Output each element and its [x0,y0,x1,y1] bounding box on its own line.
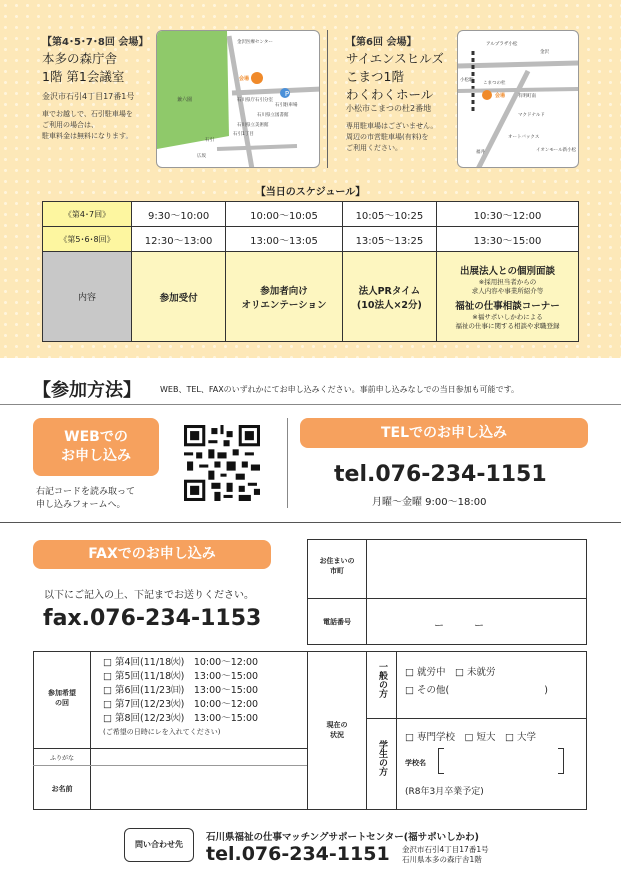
web-tel-divider [287,418,288,508]
form-vline-2 [90,651,91,810]
session-option-6[interactable]: □ 第6回(11/23㈰) 13:00〜15:00 [103,685,259,696]
method-desc: WEB、TEL、FAXのいずれかにてお申し込みください。事前申し込みなしでの当日参加も可能です。 [160,385,520,394]
content-c4b: ※採用担当者からの [478,278,537,286]
schedule-cell: 9:30〜10:00 [132,202,226,227]
form-vline-3 [366,651,367,810]
tel-apply-button[interactable]: TELでのお申し込み [300,418,588,448]
school-bracket-left [438,748,444,774]
schedule-cell: 10:05〜10:25 [342,202,436,227]
web-note-2: 申し込みフォームへ。 [36,500,126,510]
schedule-content-row [43,252,579,342]
general-options-1[interactable]: □ 就労中 □ 未就労 [405,667,496,678]
map2-label-0: アルプラザ小松 [486,42,518,47]
map1-label-0: 金沢医療センター [237,40,273,45]
session-option-8[interactable]: □ 第8回(12/23㈫) 13:00〜15:00 [103,713,259,724]
map2-label-4: 小松駅 [460,78,474,83]
venue2-heading: 【第6回 会場】 [346,37,417,48]
form-hline [307,598,587,599]
method-divider [0,404,621,405]
furigana-field[interactable] [92,750,307,764]
venue2-map [457,30,579,168]
venue2-map-graphic [458,31,579,168]
address-label: お住まいの 市町 [319,557,355,575]
content-c4d: 福祉の仕事相談コーナー [455,301,560,312]
map1-label-6: 石川県立美術館 [237,123,269,128]
venue1-note-1: 車でお越しで、石引駐車場を [42,110,133,118]
venue1-map-graphic [157,31,320,168]
map2-label-7: オートバックス [508,135,540,140]
content-c4a: 出展法人との個別面談 [459,266,555,277]
inquiry-address-1: 金沢市石引4丁目17番1号 [402,845,489,854]
phone-label: 電話番号 [323,618,351,626]
schedule-row [43,227,579,252]
map2-label-1: 金沢 [540,50,549,55]
venue2-name-3: わくわくホール [346,87,434,102]
tel-hours: 月曜〜金曜 9:00〜18:00 [372,497,487,508]
fax-number[interactable]: fax.076-234-1153 [43,606,262,631]
venue2-note-1: 専用駐車場はございません。 [346,122,438,130]
content-c3 [342,252,436,342]
web-apply-button[interactable] [33,418,159,476]
content-c2b: オリエンテーション [241,299,327,311]
venue-divider [327,30,328,168]
web-line1: WEBでの [64,429,128,445]
general-options-2[interactable]: □ その他( ) [405,685,548,696]
content-c4 [436,252,578,342]
map1-label-3: 石川県庁石引分室 [237,98,273,103]
content-c1: 参加受付 [132,252,226,342]
venue2-note-3: ご利用ください。 [346,144,402,152]
content-c4c: 求人内容や事業所紹介等 [471,287,544,295]
inquiry-address-2: 石川県本多の森庁舎1階 [402,855,482,864]
venue1-heading: 【第4･5･7･8回 会場】 [42,37,149,48]
venue2-address: 小松市こまつの杜2番地 [346,104,432,113]
phone-field[interactable]: ー ー [434,621,484,632]
graduation-note: (R8年3月卒業予定) [405,787,484,797]
content-label: 内容 [43,252,132,342]
fax-divider [0,522,621,523]
form-hline-2 [33,748,309,749]
map1-label-4: 石引駐車場 [275,103,298,108]
fax-apply-button[interactable]: FAXでのお申し込み [33,540,271,569]
name-label: お名前 [51,785,73,793]
schedule-cell: 12:30〜13:00 [132,227,226,252]
inquiry-tel[interactable]: tel.076-234-1151 [206,843,390,865]
map1-label-5: 石川県立図書館 [257,113,289,118]
inquiry-org: 石川県福祉の仕事マッチングサポートセンター(福サポいしかわ) [206,832,479,843]
web-note [36,486,135,512]
name-field[interactable] [92,767,307,808]
web-note-1: 右記コードを読み取って [36,487,136,497]
content-c2a: 参加者向け [260,285,308,297]
method-title: 【参加方法】 [33,380,141,401]
venue2-name-1: サイエンスヒルズ [346,51,444,66]
venue1-name-1: 本多の森庁舎 [42,51,118,66]
content-c3b: (10法人×2分) [356,299,422,311]
student-options[interactable]: □ 専門学校 □ 短大 □ 大学 [405,732,536,743]
content-c2 [226,252,343,342]
map2-label-6: マクドナルド [518,113,545,118]
schedule-row [43,202,579,227]
venue1-map [156,30,320,168]
map1-label-9: 石引1丁目 [233,132,254,137]
content-c4e: ※福サポいしかわによる [472,313,543,321]
map1-label-8: 石引 [205,138,214,143]
sessions-list [103,656,258,737]
status-label: 現在の 状況 [326,721,348,739]
venue1-note-3: 駐車料金は無料になります。 [42,132,133,140]
schedule-cell: 13:30〜15:00 [436,227,578,252]
map2-label-9: イオンモール新小松 [536,148,577,153]
venue2-note-2: 周辺の市営駐車場(有料)を [346,133,429,141]
address-field[interactable] [368,541,585,596]
content-c3a: 法人PRタイム [358,285,421,297]
fax-instruction: 以下にご記入の上、下記までお送りください。 [44,590,254,601]
map2-label-3: 会場 [495,93,506,99]
school-label: 学校名 [405,759,426,767]
content-c4f: 福祉の仕事に関する相談や求職登録 [455,322,560,330]
tel-number[interactable]: tel.076-234-1151 [334,462,547,487]
venue1-name-2: 1階 第1会議室 [42,69,125,84]
map1-label-2: 会場 [239,76,250,82]
furigana-label: ふりがな [49,755,74,762]
map2-label-5: 有明町南 [518,94,536,99]
map2-label-2: こまつの杜 [483,81,506,86]
map1-label-7: 広坂 [197,154,206,159]
qr-code-icon[interactable] [184,425,260,501]
inquiry-address [402,845,489,865]
venue2-name-2: こまつ1階 [346,69,404,84]
session-option-5[interactable]: □ 第5回(11/18㈫) 13:00〜15:00 [103,671,259,682]
schedule-cell: 10:30〜12:00 [436,202,578,227]
schedule-cell: 13:05〜13:25 [342,227,436,252]
student-label: 学生の方 [377,740,387,776]
web-line2: お申し込み [61,448,131,464]
svg-text:P: P [284,90,290,98]
schedule-row-label: 《第4･7回》 [43,202,132,227]
schedule-table [42,201,579,342]
inquiry-badge: 問い合わせ先 [124,828,194,862]
form-vline-4 [396,651,397,810]
session-option-4[interactable]: □ 第4回(11/18㈫) 10:00〜12:00 [103,657,259,668]
form-hline-4 [366,718,587,719]
schedule-cell: 10:00〜10:05 [226,202,343,227]
schedule-title: 【当日のスケジュール】 [255,187,366,198]
school-bracket-right [558,748,564,774]
session-option-7[interactable]: □ 第7回(12/23㈫) 10:00〜12:00 [103,699,259,710]
sessions-note: (ご希望の日時にレを入れてください) [103,728,221,736]
sessions-label: 参加希望 の回 [48,689,76,707]
schedule-row-label: 《第5･6･8回》 [43,227,132,252]
school-field[interactable] [446,750,556,772]
schedule-cell: 13:00〜13:05 [226,227,343,252]
venue1-address: 金沢市石引4丁目17番1号 [42,92,135,101]
form-vline [366,539,367,645]
map2-label-8: 福井 [476,150,485,155]
general-label: 一般の方 [377,662,387,698]
form-hline-3 [33,765,309,766]
venue1-note-2: ご利用の場合は、 [42,121,98,129]
map1-label-1: 兼六園 [177,97,193,103]
